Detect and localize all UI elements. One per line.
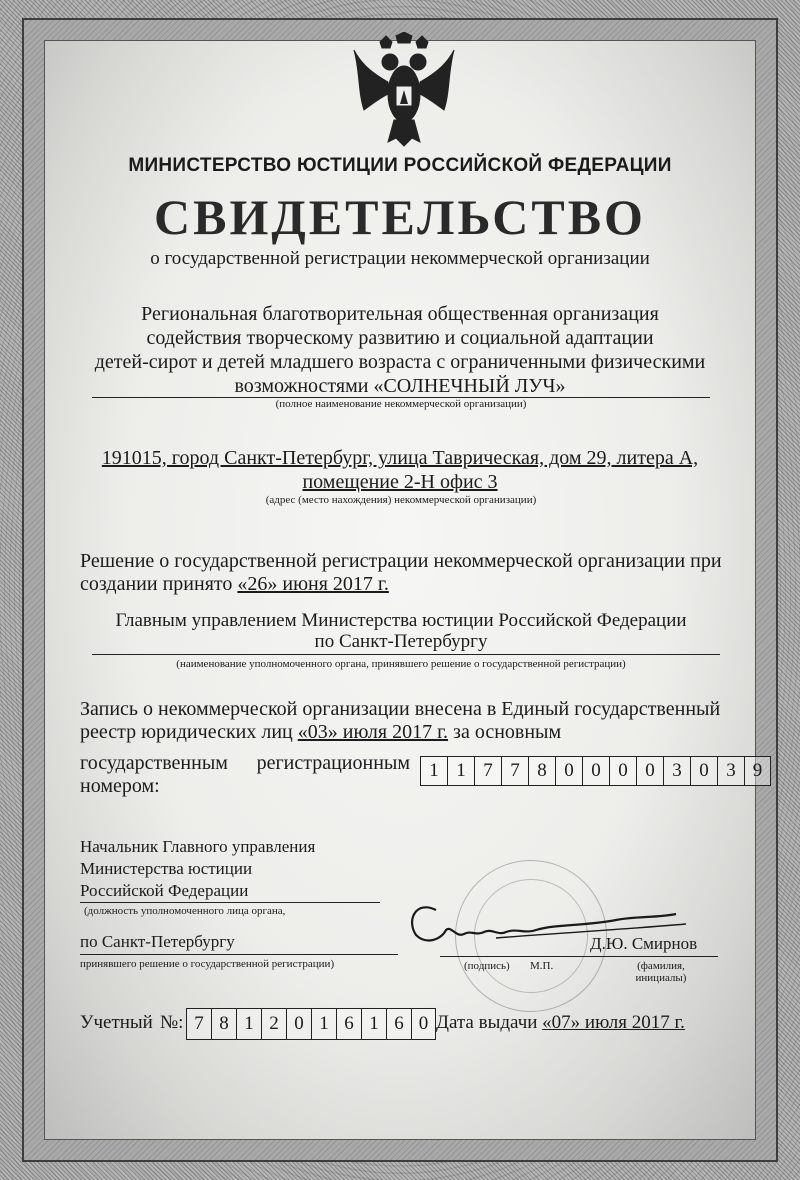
position-line: Министерства юстиции xyxy=(80,859,253,878)
ogrn-digit: 7 xyxy=(501,756,528,786)
authority-caption: (наименование уполномоченного органа, принявшего решение о государственной регистрации) xyxy=(176,658,626,670)
organization-name xyxy=(80,302,720,398)
account-digit: 1 xyxy=(361,1008,386,1040)
decision-date: «26» июня 2017 г. xyxy=(237,573,389,595)
account-number xyxy=(186,1008,436,1040)
ogrn-digit: 0 xyxy=(555,756,582,786)
divider xyxy=(440,956,718,957)
decision-prefix: создании принято xyxy=(80,573,233,595)
ogrn-digit: 3 xyxy=(663,756,690,786)
issue-date: «07» июля 2017 г. xyxy=(542,1012,685,1033)
account-digit: 0 xyxy=(286,1008,311,1040)
position-line: Российской Федерации xyxy=(80,881,249,900)
account-digit: 1 xyxy=(311,1008,336,1040)
organization-name-line: содействия творческому развитию и социальной адаптации xyxy=(146,327,654,349)
account-digit: 6 xyxy=(386,1008,411,1040)
registry-line: Запись о некоммерческой организации внесена в Единый государственный xyxy=(80,698,721,720)
signatory-city: по Санкт-Петербургу xyxy=(80,932,235,951)
divider xyxy=(80,902,380,903)
organization-name-line: возможностями «СОЛНЕЧНЫЙ ЛУЧ» xyxy=(234,375,566,397)
ogrn-digit: 0 xyxy=(690,756,717,786)
certificate-subtitle: о государственной регистрации некоммерческой организации xyxy=(150,248,650,269)
organization-name-line: Региональная благотворительная общественная организация xyxy=(141,303,659,325)
registry-prefix: реестр юридических лиц xyxy=(80,721,293,743)
signatory-position xyxy=(80,836,315,902)
ministry-name: МИНИСТЕРСТВО ЮСТИЦИИ РОССИЙСКОЙ ФЕДЕРАЦИИ xyxy=(128,155,672,176)
name-caption xyxy=(626,960,696,984)
ogrn-digit: 0 xyxy=(609,756,636,786)
ogrn-digit: 0 xyxy=(582,756,609,786)
decision-text xyxy=(80,550,740,596)
ogrn-digit: 7 xyxy=(474,756,501,786)
issue-date-label: Дата выдачи xyxy=(436,1012,538,1033)
position-caption: (должность уполномоченного лица органа, xyxy=(84,905,286,917)
ogrn-label-word: номером: xyxy=(80,775,160,797)
ogrn-digit: 9 xyxy=(744,756,771,786)
account-digit: 8 xyxy=(211,1008,236,1040)
authority-line: Главным управлением Министерства юстиции Российской Федерации xyxy=(115,610,687,631)
authority-line: по Санкт-Петербургу xyxy=(314,631,488,652)
city-caption: принявшего решение о государственной регистрации) xyxy=(80,958,335,970)
ogrn-digit: 0 xyxy=(636,756,663,786)
account-digit: 2 xyxy=(261,1008,286,1040)
certificate-title: СВИДЕТЕЛЬСТВО xyxy=(154,189,646,245)
account-number-sign: №: xyxy=(160,1012,184,1033)
signature-caption: (подпись) xyxy=(464,960,510,972)
ogrn-digit: 1 xyxy=(420,756,447,786)
organization-address xyxy=(80,446,720,494)
account-digit: 0 xyxy=(411,1008,436,1040)
ogrn-label xyxy=(80,752,410,798)
ogrn-digit: 3 xyxy=(717,756,744,786)
account-digit: 1 xyxy=(236,1008,261,1040)
name-caption-line: инициалы) xyxy=(635,972,687,984)
ogrn-label-word: государственным xyxy=(80,752,228,774)
ogrn-digit: 8 xyxy=(528,756,555,786)
double-headed-eagle-emblem-icon xyxy=(350,32,458,150)
registry-text xyxy=(80,698,740,744)
account-digit: 7 xyxy=(186,1008,211,1040)
ogrn-label-word: регистрационным xyxy=(256,752,410,774)
registering-authority xyxy=(92,610,710,652)
position-line: Начальник Главного управления xyxy=(80,837,316,856)
account-digit: 6 xyxy=(336,1008,361,1040)
seal-place-label: М.П. xyxy=(530,960,554,972)
organization-name-caption: (полное наименование некоммерческой организации) xyxy=(275,398,527,410)
ogrn-digit: 1 xyxy=(447,756,474,786)
registry-line xyxy=(80,721,740,744)
ogrn-number xyxy=(420,756,771,786)
divider xyxy=(80,954,398,955)
registry-suffix: за основным xyxy=(453,721,562,743)
account-label: Учетный xyxy=(80,1012,153,1033)
name-caption-line: (фамилия, xyxy=(637,960,685,972)
address-caption: (адрес (место нахождения) некоммерческой организации) xyxy=(265,494,537,506)
decision-line: Решение о государственной регистрации некоммерческой организации при xyxy=(80,550,722,572)
divider xyxy=(92,654,720,655)
organization-name-line: детей-сирот и детей младшего возраста с ограниченными физическими xyxy=(94,351,706,373)
decision-line xyxy=(80,573,740,596)
signatory-name: Д.Ю. Смирнов xyxy=(590,934,698,953)
address-line: 191015, город Санкт-Петербург, улица Таврическая, дом 29, литера А, xyxy=(101,447,699,469)
address-line: помещение 2-Н офис 3 xyxy=(302,471,498,493)
issue-date-row xyxy=(436,1012,685,1034)
registry-date: «03» июля 2017 г. xyxy=(297,721,449,743)
